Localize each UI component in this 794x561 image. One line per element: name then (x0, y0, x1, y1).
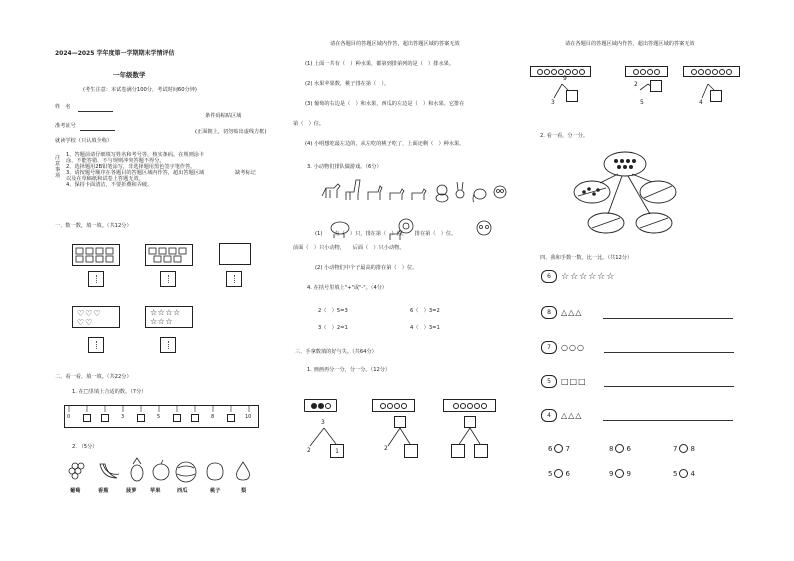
pair-left: 6 (548, 444, 553, 453)
stars-icon: ☆☆☆☆☆☆ (561, 271, 616, 282)
triangles-icon: △△△ (561, 308, 583, 317)
blocks-image (73, 245, 119, 265)
section-1-title: 一、数一数，填一填。（共12分） (55, 223, 132, 229)
ruler-number: 0 (67, 414, 71, 420)
circles-icon: ○○○ (561, 343, 585, 352)
compare-pair[interactable] (548, 444, 570, 453)
hearts-icon: ♡♡♡ ♡♡ (77, 309, 102, 327)
section-2-title: 二、看一看，填一填。（共22分） (55, 374, 132, 380)
animal-question-2: (2) 小动物们中个子最高的排在第（ ）位。 (315, 265, 418, 271)
q-sort-text: 2. 看一看，分一分。 (540, 133, 589, 139)
fruits-row (65, 458, 265, 484)
exam-header: 2024—2025 学年度第一学期期末学情评估 (55, 50, 175, 57)
tree-answer-box[interactable]: 1 (330, 444, 344, 458)
tree-answer-box[interactable] (650, 80, 662, 92)
q5-text: 1. 画画再分一分，分一分。（12分） (307, 367, 391, 373)
ruler-blank[interactable] (227, 414, 235, 422)
pair-right: 6 (626, 444, 631, 453)
fruit-label-apple: 苹果 (150, 488, 161, 494)
squares-icon: □□□ (561, 377, 587, 386)
sign-item[interactable]: 6（ ）3=2 (410, 308, 440, 314)
notice-line: 1、答题前请仔细填写姓名和考号等，核实条码。在规则涂卡 (66, 152, 205, 158)
tree-left-number: 2 (307, 447, 311, 454)
sheep-tag: 8 (541, 306, 557, 319)
compare-circle[interactable] (615, 444, 624, 453)
tree-left-number: 4 (699, 99, 703, 106)
exam-no-line[interactable] (80, 130, 115, 131)
grape-icon (69, 463, 84, 479)
owl-icon (494, 186, 506, 198)
compare-circle[interactable] (554, 444, 563, 453)
compare-pair[interactable] (673, 469, 695, 478)
pair-right: 8 (690, 444, 695, 453)
deer-icon (368, 186, 382, 200)
fruit-question-4: (4) 小明想吃最左边的，从左吃的桃子吃了，上面还剩（ ）种水果。 (305, 141, 465, 147)
ruler-number: 5 (157, 414, 161, 420)
fruit-question-3: (3) 葡萄的右边是（ ）和水果，西瓜的左边是（ ）和水果。它排在 (305, 101, 465, 107)
giraffe-icon (346, 180, 360, 200)
animal-example-row (330, 216, 510, 242)
compare-circle[interactable] (554, 469, 563, 478)
count-picture-blocks-2 (145, 244, 193, 266)
count-picture-hearts (72, 306, 120, 328)
col3-header: 请在各题目的答题区域内作答，超出答题区域的答案无效 (565, 41, 695, 47)
answer-line[interactable] (603, 420, 733, 421)
pear-icon (237, 462, 250, 480)
elephant-icon (473, 189, 486, 202)
tree-answer-box[interactable] (404, 444, 418, 458)
ruler-blank[interactable] (83, 414, 91, 422)
fruit-label-pineapple: 菠萝 (126, 488, 137, 494)
banana-icon (100, 464, 119, 478)
count-picture-empty (219, 243, 251, 265)
bead-frame (443, 399, 496, 412)
pair-left: 9 (609, 469, 614, 478)
fruit-question-2: (2) 水果苹果数，桃子排在第（ ）。 (305, 81, 390, 87)
tree-answer-box[interactable] (474, 444, 488, 458)
pair-right: 6 (565, 469, 570, 478)
bead-frame (372, 399, 415, 412)
compare-circle[interactable] (679, 444, 688, 453)
stars-icon: ☆☆☆☆ ☆☆☆ (150, 308, 181, 326)
compare-row (541, 341, 585, 354)
count-picture-blocks (72, 244, 120, 266)
notice-line: 涂，不能答错、不与规则冲突答题不得分。 (66, 157, 165, 164)
tree-answer-box[interactable] (464, 416, 476, 428)
exam-note: (考生注意：本试卷满分100分，考试时间60分钟) (83, 87, 197, 93)
pair-right: 7 (565, 444, 570, 453)
cat-icon (412, 189, 426, 200)
pair-left: 8 (609, 444, 614, 453)
section-3-title: 三、手拿数填的好与失。（共64分） (295, 349, 377, 355)
name-label: 姓 名 (55, 104, 71, 110)
ruler-blank[interactable] (191, 414, 199, 422)
pair-right: 4 (690, 469, 695, 478)
tree-answer-box[interactable] (394, 416, 406, 428)
dog-icon (390, 189, 404, 200)
fruit-question-3b: 第（ ）位。 (293, 121, 325, 127)
sheep-tag: 7 (541, 341, 557, 354)
horse-icon (322, 184, 340, 198)
tree-left-number: 3 (551, 99, 555, 106)
name-line[interactable] (78, 111, 113, 112)
ruler-number: 8 (211, 414, 215, 420)
triangles-icon: △△△ (561, 411, 583, 420)
fruit-label-peach: 桃子 (210, 488, 221, 494)
count-picture-stars (145, 306, 193, 328)
sheep-tag: 4 (541, 409, 557, 422)
animal-queue (320, 178, 515, 206)
compare-circle[interactable] (615, 469, 624, 478)
compare-circle[interactable] (679, 469, 688, 478)
fruit-label-watermelon: 西瓜 (177, 488, 188, 494)
watermelon-icon (176, 462, 196, 482)
answer-box[interactable] (160, 271, 176, 287)
ruler (64, 405, 259, 428)
fruit-label-pear: 梨 (241, 488, 247, 494)
answer-box[interactable] (88, 271, 104, 287)
notice-line: 以及在草稿纸和试卷上答题无效。 (66, 175, 144, 182)
ruler-number: 3 (121, 414, 125, 420)
subject-title: 一年级数学 (113, 71, 146, 79)
compare-pair[interactable] (609, 444, 631, 453)
compare-row (541, 375, 587, 388)
pair-left: 5 (673, 469, 678, 478)
school-label: 就读学校（只认填全称） (55, 138, 113, 144)
bear-icon (436, 185, 448, 202)
notice-line: 4、保持卡面清洁，不要折叠和弄破。 (66, 181, 153, 188)
ruler-blank[interactable] (101, 414, 109, 422)
bead-frame (625, 66, 668, 77)
answer-line[interactable] (603, 318, 733, 319)
compare-row (541, 306, 582, 319)
barcode-area-title: 条件码粘贴区域 (205, 113, 242, 119)
answer-line[interactable] (604, 386, 734, 387)
tree-top-number: 3 (321, 419, 325, 426)
notice-side-label: 注意事项 (55, 155, 61, 179)
fruit-label-banana: 香蕉 (98, 488, 109, 494)
ruler-blank[interactable] (173, 414, 181, 422)
sign-item[interactable]: 3（ ）2=1 (318, 325, 348, 331)
apple-icon (153, 460, 169, 480)
pair-right: 9 (626, 469, 631, 478)
sign-item[interactable]: 4（ ）3=1 (410, 325, 440, 331)
notice-line: 3、请按题号顺序在各题目的答题区域内作答，超出答题区域 (66, 169, 205, 176)
q2-text: 2. （5分） (72, 444, 98, 450)
tree-answer-box[interactable] (566, 90, 578, 102)
owl-small-icon (477, 221, 491, 235)
compare-section-title: 四、我和手数一数，比一比。（共12分） (540, 255, 633, 261)
exam-no-label: 准考证号 (55, 123, 76, 129)
q3-text: 3. 小动物们排队做游戏。（6分） (307, 164, 382, 170)
pineapple-icon (131, 458, 143, 481)
sorting-diagram (570, 150, 680, 238)
animal-question-1b: 前面（ ）只小动物， 后面（ ）只小动物。 (293, 245, 405, 251)
bead-frame (530, 66, 591, 77)
q1-text: 1. 在□里填上合适的数。（7分） (72, 389, 147, 395)
tree-answer-box[interactable] (451, 444, 465, 458)
barcode-area-note: (正面朝上，切勿贴出虚线方框) (195, 129, 267, 135)
answer-line[interactable] (604, 352, 734, 353)
compare-pair[interactable] (548, 469, 570, 478)
notice-line: 2、选择题用2B铅笔涂写，非选择题用黑色签字笔作答。 (66, 163, 196, 170)
fruit-label-grape: 葡萄 (70, 488, 81, 494)
q4-text: 4. 在括号里填上"+"或"-"。（4分） (307, 285, 388, 291)
pair-left: 5 (548, 469, 553, 478)
tree-left-number: 2 (384, 445, 388, 452)
ruler-number: 10 (245, 414, 252, 420)
sheep-tag: 6 (541, 270, 557, 283)
pair-left: 7 (673, 444, 678, 453)
blocks-image (146, 245, 192, 265)
compare-row (541, 270, 615, 283)
sign-item[interactable]: 2（ ）5=3 (318, 308, 348, 314)
sheep-tag: 5 (541, 375, 557, 388)
compare-pair[interactable] (609, 469, 631, 478)
bead-frame (304, 399, 337, 412)
tree-answer-box[interactable] (710, 90, 722, 102)
answer-box[interactable] (226, 271, 242, 287)
tree-bottom-number: 5 (640, 99, 644, 106)
ruler-blank[interactable] (137, 414, 145, 422)
compare-row (541, 409, 582, 422)
compare-pair[interactable] (673, 444, 695, 453)
peach-icon (207, 463, 223, 480)
fruit-question-1: (1) 上面一共有（ ）种水果，都第到排第列的是（ ）排水果。 (305, 61, 455, 67)
rabbit-icon (456, 182, 464, 198)
animal-question-1: (1) 有（ ）只，排在第（ ）位。 排在第（ ）位。 (315, 231, 457, 237)
bead-frame (683, 66, 740, 77)
answer-box[interactable] (160, 337, 176, 353)
tree-left-number: 2 (634, 81, 638, 88)
answer-box[interactable] (88, 337, 104, 353)
missing-mark-label: 缺考标记 (235, 170, 256, 176)
tree-top-number: 9 (563, 75, 567, 82)
col2-header: 请在各题目的答题区域内作答，超出答题区域的答案无效 (330, 41, 460, 47)
